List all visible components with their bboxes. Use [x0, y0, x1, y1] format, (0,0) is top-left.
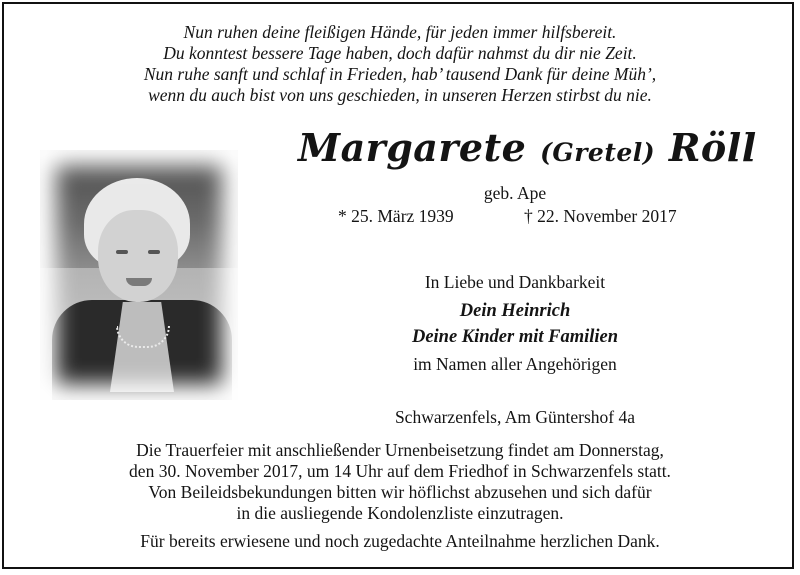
notice-line: Von Beileidsbekundungen bitten wir höflichst abzusehen und sich dafür	[148, 482, 652, 502]
poem-line: wenn du auch bist von uns geschieden, in unseren Herzen stirbst du nie.	[148, 85, 652, 105]
funeral-notice	[20, 440, 780, 524]
mourner-line: Deine Kinder mit Familien	[411, 327, 619, 347]
photo-eye	[116, 250, 128, 254]
mourner-line: Dein Heinrich	[459, 301, 571, 321]
closing-thanks: Für bereits erwiesene und noch zugedachte Anteilnahme herzlichen Dank.	[140, 531, 660, 551]
mourners-intro: In Liebe und Dankbarkeit	[424, 272, 606, 292]
death-date: † 22. November 2017	[524, 206, 677, 226]
notice-line: Die Trauerfeier mit anschließender Urnenbeisetzung findet am Donnerstag,	[136, 440, 664, 460]
maiden-name: geb. Ape	[483, 183, 547, 203]
last-name: Röll	[668, 125, 757, 170]
photo-mouth	[126, 278, 152, 286]
notice-line: den 30. November 2017, um 14 Uhr auf dem Friedhof in Schwarzenfels statt.	[129, 461, 671, 481]
birth-date: * 25. März 1939	[338, 206, 454, 226]
memorial-poem	[40, 22, 760, 106]
family-address: Schwarzenfels, Am Güntershof 4a	[394, 407, 636, 427]
photo-background-ground	[40, 268, 238, 400]
poem-line: Nun ruhe sanft und schlaf in Frieden, hab’ tausend Dank für deine Müh’,	[143, 64, 657, 84]
photo-background-trees	[40, 150, 238, 270]
photo-jacket	[52, 300, 232, 400]
photo-shirt	[110, 302, 174, 392]
poem-line: Du konntest bessere Tage haben, doch dafür nahmst du dir nie Zeit.	[163, 43, 637, 63]
notice-line: in die ausliegende Kondolenzliste einzutragen.	[236, 503, 564, 523]
poem-line: Nun ruhen deine fleißigen Hände, für jeden immer hilfsbereit.	[183, 22, 617, 42]
mourners-names	[310, 298, 720, 350]
first-name: Margarete	[298, 125, 527, 170]
photo-face	[98, 210, 178, 302]
photo-necklace	[116, 326, 170, 348]
photo-eye	[148, 250, 160, 254]
portrait-photo	[40, 150, 238, 400]
deceased-name	[298, 125, 757, 170]
nickname: (Gretel)	[540, 138, 656, 167]
photo-hair	[84, 178, 190, 270]
mourners-behalf: im Namen aller Angehörigen	[413, 354, 617, 374]
